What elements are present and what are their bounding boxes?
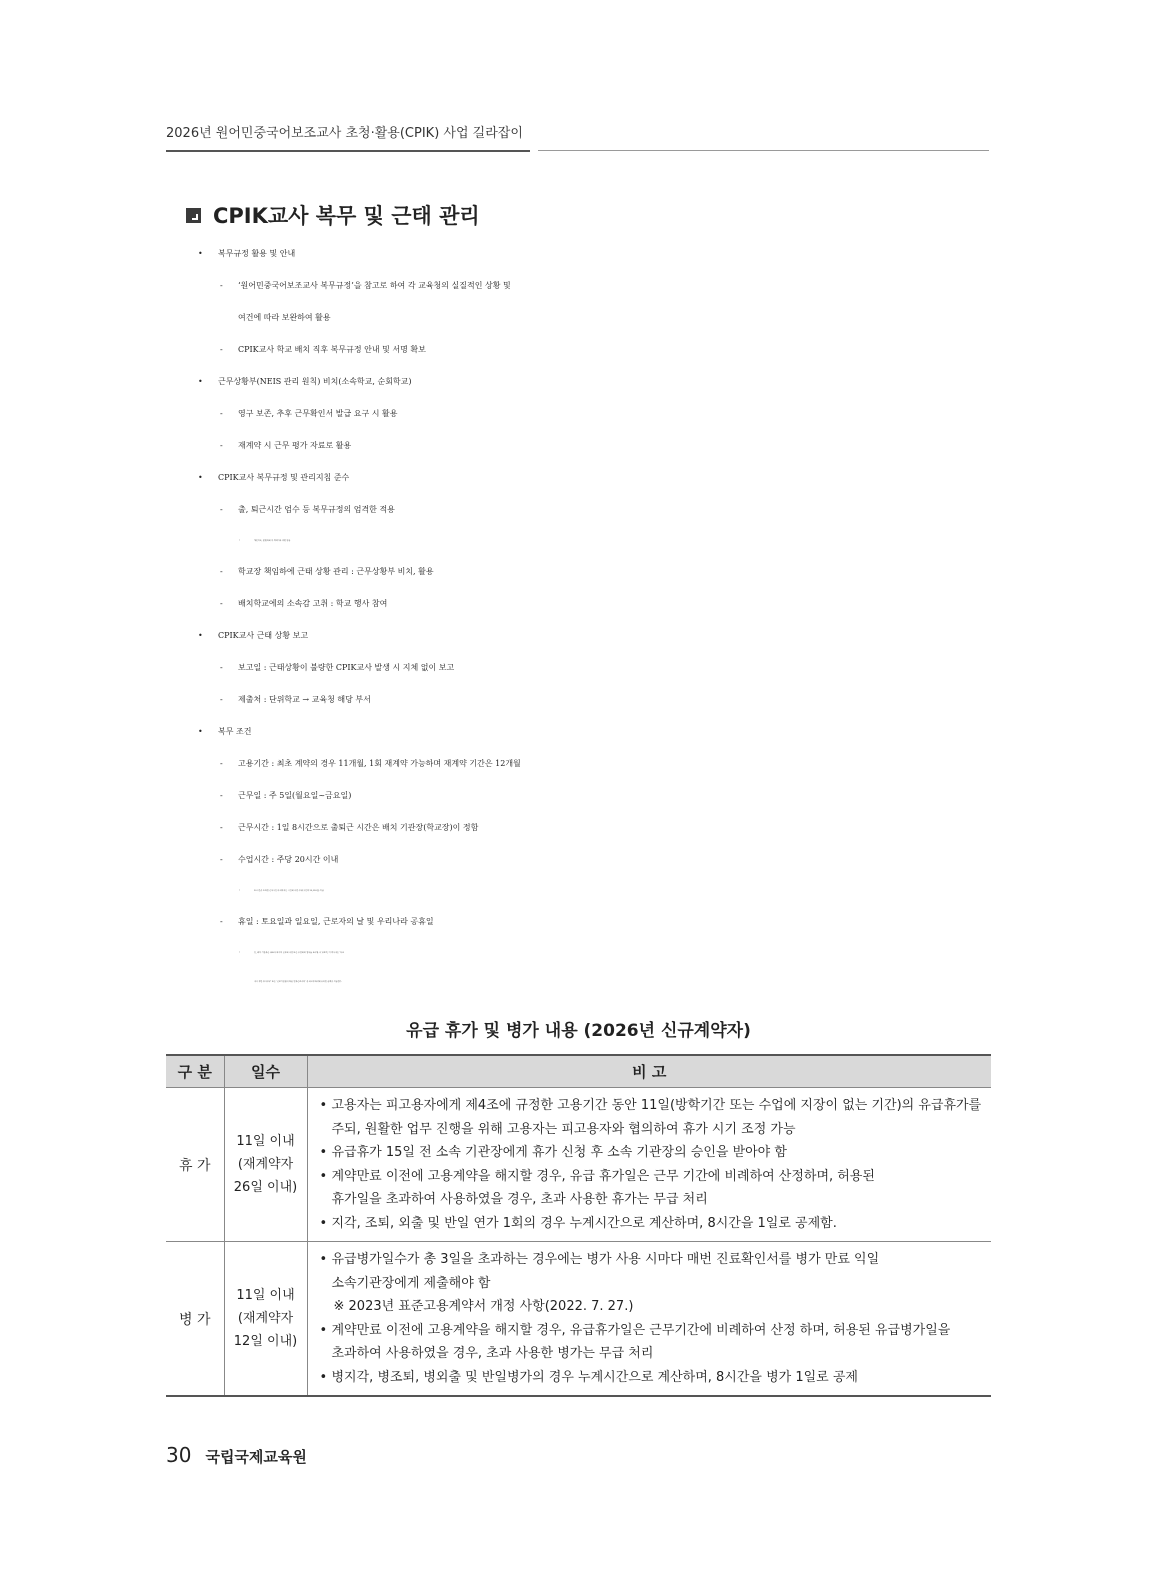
remark-line: ※ 2023년 표준고용계약서 개정 사항(2022. 7. 27.) — [333, 1299, 634, 1314]
bullet-item: • CPIK교사 복무규정 및 관리지침 준수 — [196, 462, 996, 494]
list-item: - 제출처 : 단위학교 → 교육청 해당 부서 — [196, 684, 996, 716]
list-item: - 수업시간 : 주당 20시간 이내 — [196, 844, 996, 876]
section-heading — [186, 200, 480, 230]
list-item: - 배치학교에의 소속감 고취 : 학교 행사 참여 — [196, 588, 996, 620]
remark-line: • 계약만료 이전에 고용계약을 해지할 경우, 유급휴가일은 근무기간에 비례하여 산정 하며, 허용된 유급병가일을 — [314, 1319, 986, 1343]
note-line: 에서 정한 강사수당’ 또는 ‘근로기준법에 따른 연장근로수당’ 중 피고용자에게 유리한 금액을 지급한다. — [254, 981, 343, 983]
days-line: 11일 이내 — [236, 1288, 295, 1303]
bullet-item: • 근무상황부(NEIS 관리 원칙) 비치(소속학교, 순회학교) — [196, 366, 996, 398]
bullet-item: • 복무 조건 — [196, 716, 996, 748]
list-item: - 근무시간 : 1일 8시간으로 출퇴근 시간은 배치 기관장(학교장)이 정함 — [196, 812, 996, 844]
bullet-item: • 복무규정 활용 및 안내 — [196, 238, 996, 270]
remark-line: • 지각, 조퇴, 외출 및 반일 연가 1회의 경우 누계시간으로 계산하며, 8시간을 1일로 공제함. — [314, 1212, 986, 1236]
list-item: - 근무일 : 주 5일(월요일~금요일) — [196, 780, 996, 812]
days-line: 12일 이내) — [233, 1334, 298, 1349]
page-footer — [166, 1443, 307, 1467]
table-row — [166, 1088, 991, 1242]
remark-line: 초과하여 사용하였을 경우, 초과 사용한 병가는 무급 처리 — [331, 1346, 654, 1361]
list-item: - 학교장 책임하에 근태 상황 관리 : 근무상황부 비치, 활용 — [196, 556, 996, 588]
row-category: 병 가 — [166, 1242, 224, 1397]
list-item: - 재계약 시 근무 평가 자료로 활용 — [196, 430, 996, 462]
running-header: 2026년 원어민중국어보조교사 초청·활용(CPIK) 사업 길라잡이 — [166, 126, 523, 141]
list-item: - CPIK교사 학교 배치 직후 복무규정 안내 및 서명 확보 — [196, 334, 996, 366]
square-corner-icon — [186, 208, 201, 223]
header-days: 일수 — [224, 1055, 307, 1088]
list-item: - 고용기간 : 최초 계약의 경우 11개월, 1회 재계약 가능하며 재계약 기간은 12개월 — [196, 748, 996, 780]
leave-table — [166, 1054, 991, 1397]
row-category: 휴 가 — [166, 1088, 224, 1242]
days-line: (재계약자 — [237, 1157, 294, 1172]
header-rule-left — [166, 150, 530, 152]
row-days — [224, 1242, 307, 1397]
list-item: 여건에 따라 보완하여 활용 — [238, 313, 331, 322]
remark-line: 휴가일을 초과하여 사용하였을 경우, 초과 사용한 휴가는 무급 처리 — [331, 1192, 708, 1207]
days-line: (재계약자 — [237, 1311, 294, 1326]
table-body — [166, 1088, 991, 1397]
section-title: CPIK교사 복무 및 근태 관리 — [213, 204, 480, 228]
days-line: 26일 이내) — [233, 1180, 298, 1195]
list-item: - 영구 보존, 추후 근무확인서 발급 요구 시 활용 — [196, 398, 996, 430]
remark-line: • 유급휴가 15일 전 소속 기관장에게 휴가 신청 후 소속 기관장의 승인을 받아야 함 — [314, 1141, 986, 1165]
list-item: - 휴일 : 토요일과 일요일, 근로자의 날 및 우리나라 공휴일 — [196, 906, 996, 938]
remark-line: • 계약만료 이전에 고용계약을 해지할 경우, 유급 휴가일은 근무 기간에 비례하여 산정하며, 허용된 — [314, 1165, 986, 1189]
header-category: 구 분 — [166, 1055, 224, 1088]
row-remarks — [307, 1242, 991, 1397]
days-line: 11일 이내 — [236, 1134, 295, 1149]
header-rule — [538, 150, 989, 151]
publisher-name: 국립국제교육원 — [205, 1448, 307, 1466]
table-header-row — [166, 1055, 991, 1088]
remark-line: 주되, 원활한 업무 진행을 위해 고용자는 피고용자와 협의하여 휴가 시기 조정 가능 — [331, 1121, 796, 1137]
header-remarks: 비 고 — [307, 1055, 991, 1088]
note-line: * 20시간을 초과한 근무시간에 대해서는 시간외 수업 수당(시간당 20,000원) 지급 — [196, 876, 996, 906]
note-line: * 단, 배치 기관장은 필요에 의하여 근무외 수업 또는 수업외의 업무를 요구할 수 있으며, 이 경우에는 ‘학교 — [196, 938, 996, 968]
body-content — [196, 238, 996, 996]
list-item: - 출, 퇴근시간 엄수 등 복무규정의 엄격한 적용 — [196, 494, 996, 526]
list-item: - 보고일 : 근태상황이 불량한 CPIK교사 발생 시 지체 없이 보고 — [196, 652, 996, 684]
table-row — [166, 1242, 991, 1397]
row-days — [224, 1088, 307, 1242]
remark-line: • 고용자는 피고용자에게 제4조에 규정한 고용기간 동안 11일(방학기간 또는 수업에 지장이 없는 기간)의 유급휴가를 — [314, 1094, 986, 1118]
list-item: - ‘원어민중국어보조교사 복무규정’을 참고로 하여 각 교육청의 실질적인 상황 및 — [196, 270, 996, 302]
bullet-item: • CPIK교사 근태 상황 보고 — [196, 620, 996, 652]
note-line: * 개인지도, 불법과외 등 계약사항 위반 엄금 — [196, 526, 996, 556]
row-remarks — [307, 1088, 991, 1242]
remark-line: 소속기관장에게 제출해야 함 — [331, 1275, 491, 1291]
page-number: 30 — [166, 1443, 192, 1467]
remark-line: • 병지각, 병조퇴, 병외출 및 반일병가의 경우 누계시간으로 계산하며, 8시간을 병가 1일로 공제 — [314, 1366, 986, 1390]
table-title: 유급 휴가 및 병가 내용 (2026년 신규계약자) — [406, 1021, 751, 1041]
remark-line: • 유급병가일수가 총 3일을 초과하는 경우에는 병가 사용 시마다 매번 진료확인서를 병가 만료 익일 — [314, 1248, 986, 1272]
